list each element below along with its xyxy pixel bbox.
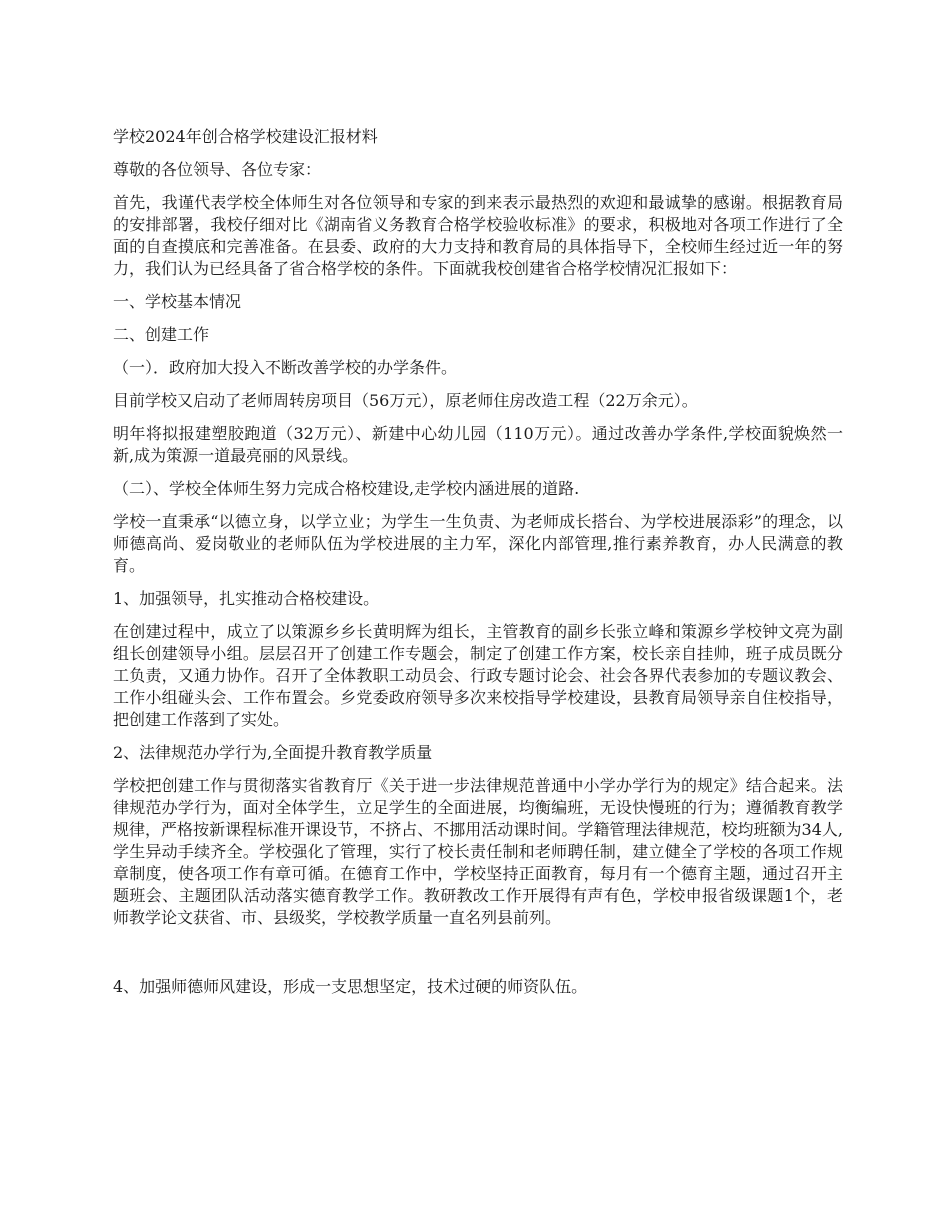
item-heading-4: 4、加强师德师风建设，形成一支思想坚定，技术过硬的师资队伍。 — [113, 977, 588, 996]
document-body — [113, 126, 843, 1009]
paragraph-housing-projects: 目前学校又启动了老师周转房项目（56万元），原老师住房改造工程（22万余元）。 — [113, 391, 698, 410]
intro-paragraph: 首先，我谨代表学校全体师生对各位领导和专家的到来表示最热烈的欢迎和最诚挚的感谢。根据教育局的安排部署，我校仔细对比《湖南省义务教育合格学校验收标准》的要求，积极地对各项工作进行了全面的自查摸底和完善准备。在县委、政府的大力支持和教育局的具体指导下，全校师生经过近一年的努力，我们认为已经具备了省合格学校的条件。下面就我校创建省合格学校情况汇报如下： — [113, 193, 843, 278]
item-heading-1: 1、加强领导，扎实推动合格校建设。 — [113, 589, 380, 608]
blank-gap — [113, 940, 843, 976]
subsection-heading-2: （二）、学校全体师生努力完成合格校建设,走学校内涵进展的道路. — [113, 479, 580, 498]
salutation: 尊敬的各位领导、各位专家： — [113, 160, 322, 179]
paragraph-future-plans: 明年将拟报建塑胶跑道（32万元）、新建中心幼儿园（110万元）。通过改善办学条件,学校面貌焕然一新,成为策源一道最亮丽的风景线。 — [113, 424, 843, 465]
paragraph-school-management: 学校把创建工作与贯彻落实省教育厅《关于进一步法律规范普通中小学办学行为的规定》结合起来。法律规范办学行为，面对全体学生，立足学生的全面进展，均衡编班，无设快慢班的行为；遵循教育教学规律，严格按新课程标准开课设节，不挤占、不挪用活动课时间。学籍管理法律规范，校均班额为34人,学生异动手续齐全。学校强化了管理，实行了校长责任制和老师聘任制，建立健全了学校的各项工作规章制度，使各项工作有章可循。在德育工作中，学校坚持正面教育，每月有一个德育主题，通过召开主题班会、主题团队活动落实德育教学工作。教研教改工作开展得有声有色，学校申报省级课题1个，老师教学论文获省、市、县级奖，学校教学质量一直名列县前列。 — [113, 776, 843, 927]
document-title: 学校2024年创合格学校建设汇报材料 — [113, 127, 378, 146]
section-heading-creation-work: 二、创建工作 — [113, 325, 210, 344]
paragraph-leadership: 在创建过程中，成立了以策源乡乡长黄明辉为组长，主管教育的副乡长张立峰和策源乡学校钟文亮为副组长创建领导小组。层层召开了创建工作专题会，制定了创建工作方案，校长亲自挂帅，班子成员既分工负责，又通力协作。召开了全体教职工动员会、行政专题讨论会、社会各界代表参加的专题议教会、工作小组碰头会、工作布置会。乡党委政府领导多次来校指导学校建设，县教育局领导亲自住校指导，把创建工作落到了实处。 — [113, 622, 843, 729]
section-heading-basic-info: 一、学校基本情况 — [113, 292, 242, 311]
paragraph-school-philosophy: 学校一直秉承“以德立身，以学立业；为学生一生负责、为老师成长搭台、为学校进展添彩”的理念，以师德高尚、爱岗敬业的老师队伍为学校进展的主力军，深化内部管理,推行素养教育，办人民满意的教育。 — [113, 512, 843, 575]
item-heading-2: 2、法律规范办学行为,全面提升教育教学质量 — [113, 743, 433, 762]
subsection-heading-1: （一）．政府加大投入不断改善学校的办学条件。 — [113, 358, 458, 377]
